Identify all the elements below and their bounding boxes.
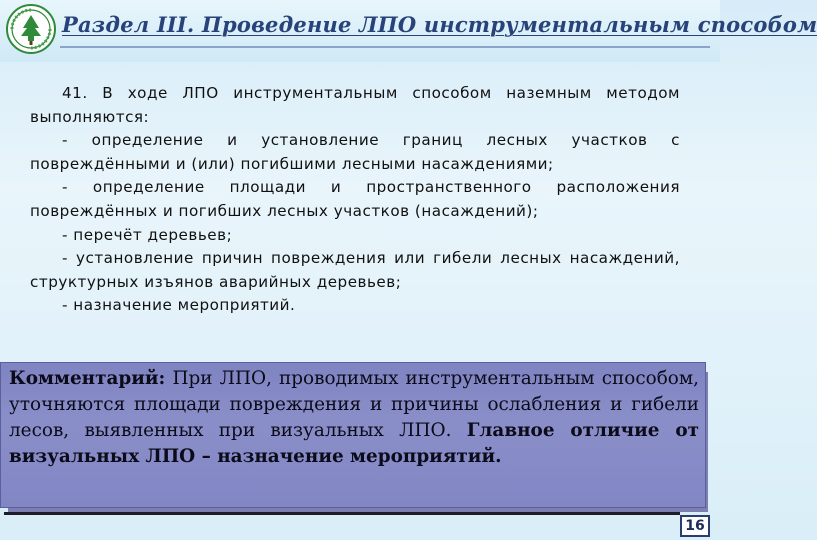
page-title: Раздел III. Проведение ЛПО инструментальным способом	[62, 12, 817, 37]
title-divider	[60, 46, 710, 48]
list-item: - определение площади и пространственного расположения повреждённых и погибших лесных участков (насаждений);	[30, 178, 680, 220]
comment-text	[9, 366, 699, 470]
list-item: - перечёт деревьев;	[62, 225, 233, 244]
title-bar	[0, 0, 817, 62]
comment-label: Комментарий:	[9, 368, 166, 389]
footer-divider	[4, 512, 680, 515]
comment-body: При ЛПО, проводимых инструментальным способом, уточняются площади повреждения и причины ослабления и гибели лесов, выявленных при визуальных ЛПО.	[9, 368, 699, 441]
forest-emblem-icon	[6, 4, 56, 54]
page-number: 16	[680, 515, 710, 537]
body-text	[30, 82, 680, 318]
list-item: - назначение мероприятий.	[62, 296, 296, 315]
comment-emphasis: Главное отличие от визуальных ЛПО – назначение мероприятий.	[9, 420, 699, 467]
list-item: - определение и установление границ лесных участков с повреждёнными и (или) погибшими лесными насаждениями;	[30, 131, 680, 173]
intro-paragraph: 41. В ходе ЛПО инструментальным способом наземным методом выполняются:	[30, 84, 680, 126]
list-item: - установление причин повреждения или гибели лесных насаждений, структурных изъянов аварийных деревьев;	[30, 249, 680, 291]
